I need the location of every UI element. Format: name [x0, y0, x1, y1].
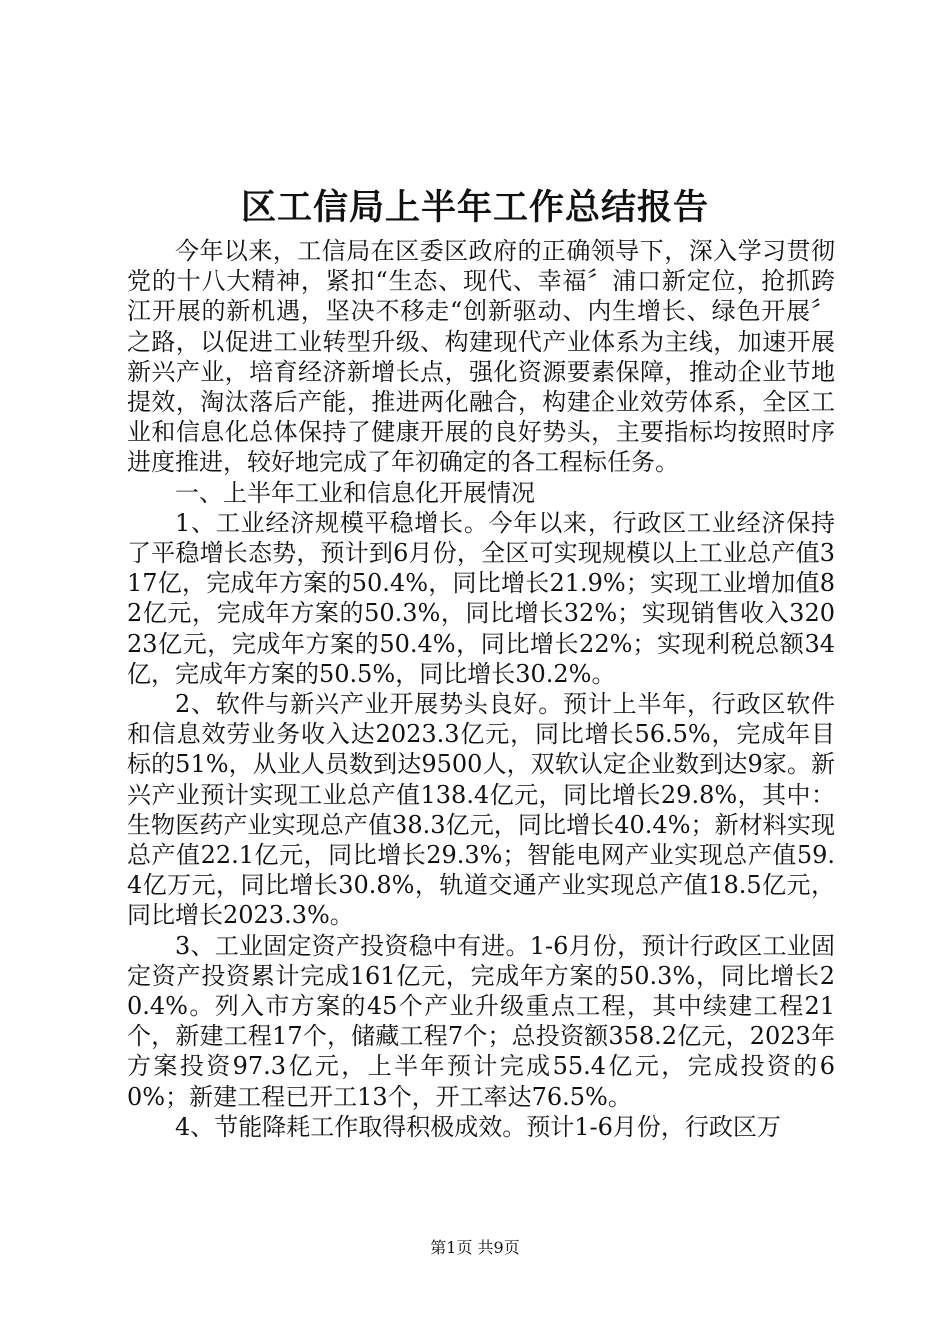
paragraph-software-emerging: 2、软件与新兴产业开展势头良好。预计上半年，行政区软件和信息效劳业务收入达2023.3亿元，同比增长56.5%，完成年目标的51%，从业人员数到达9500人，双软认定企业数到达9家。新兴产业预计实现工业总产值138.4亿元，同比增长29.8%，其中：生物医药产业实现总产值38.3亿元，同比增长40.4%；新材料实现总产值22.1亿元，同比增长29.3%；智能电网产业实现总产值59.4亿万元，同比增长30.8%，轨道交通产业实现总产值18.5亿元，同比增长2023.3%。 — [127, 690, 835, 930]
intro-paragraph: 今年以来，工信局在区委区政府的正确领导下，深入学习贯彻党的十八大精神，紧扣“生态、现代、幸福〞浦口新定位，抢抓跨江开展的新机遇，坚决不移走“创新驱动、内生增长、绿色开展〞之路，以促进工业转型升级、构建现代产业体系为主线，加速开展新兴产业，培育经济新增长点，强化资源要素保障，推动企业节地提效，淘汰落后产能，推进两化融合，构建企业效劳体系，全区工业和信息化总体保持了健康开展的良好势头，主要指标均按照时序进度推进，较好地完成了年初确定的各工程标任务。 — [127, 237, 835, 477]
paragraph-energy-saving: 4、节能降耗工作取得积极成效。预计1-6月份，行政区万 — [175, 1112, 781, 1141]
document-body — [127, 236, 835, 1142]
section-heading: 一、上半年工业和信息化开展情况 — [175, 478, 535, 507]
page-footer: 第1页 共9页 — [430, 1238, 520, 1257]
paragraph-fixed-asset-investment: 3、工业固定资产投资稳中有进。1-6月份，预计行政区工业固定资产投资累计完成161亿元，完成年方案的50.3%，同比增长20.4%。列入市方案的45个产业升级重点工程，其中续建工程21个，新建工程17个，储藏工程7个；总投资额358.2亿元，2023年方案投资97.3亿元，上半年预计完成55.4亿元，完成投资的60%；新建工程已开工13个，开工率达76.5%。 — [127, 931, 835, 1111]
document-title: 区工信局上半年工作总结报告 — [240, 187, 709, 228]
paragraph-industrial-scale: 1、工业经济规模平稳增长。今年以来，行政区工业经济保持了平稳增长态势，预计到6月份，全区可实现规模以上工业总产值317亿，完成年方案的50.4%，同比增长21.9%；实现工业增加值82亿元，完成年方案的50.3%，同比增长32%；实现销售收入32023亿元，完成年方案的50.4%，同比增长22%；实现利税总额34亿，完成年方案的50.5%，同比增长30.2%。 — [127, 508, 835, 688]
